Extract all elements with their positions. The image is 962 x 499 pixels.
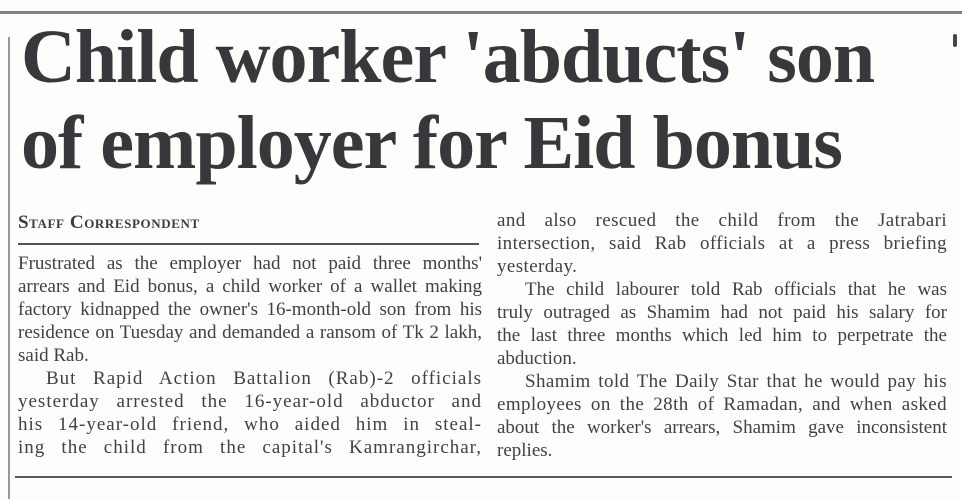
paragraph — [497, 278, 947, 370]
article-headline — [21, 14, 962, 186]
body-line: arrears and Eid bonus, a child worker of a wallet making — [18, 276, 482, 297]
body-line: employees on the 28th of Ramadan, and when asked — [497, 394, 947, 415]
body-line: about the worker's arrears, Shamim gave inconsistent — [497, 417, 947, 438]
body-line: residence on Tuesday and demanded a ransom of Tk 2 lakh, — [18, 322, 482, 343]
body-line: his 14-year-old friend, who aided him in steal- — [18, 414, 482, 435]
left-column-rule — [8, 37, 10, 499]
bottom-divider-rule — [15, 476, 952, 478]
paragraph — [18, 252, 482, 367]
body-line: abduction. — [497, 348, 577, 369]
paragraph — [497, 209, 947, 278]
body-line: said Rab. — [18, 345, 89, 366]
article-column-right — [497, 209, 947, 462]
body-line: truly outraged as Shamim had not paid his salary for — [497, 302, 947, 323]
paragraph — [497, 370, 947, 462]
body-line: ing the child from the capital's Kamrangirchar, — [18, 437, 482, 458]
body-line: The child labourer told Rab officials that he was — [525, 279, 947, 300]
body-line: But Rapid Action Battalion (Rab)-2 officials — [46, 368, 482, 389]
byline-divider-rule — [18, 243, 479, 245]
body-line: the last three months which led him to perpetrate the — [497, 325, 947, 346]
body-line: replies. — [497, 440, 553, 461]
headline-line-1: Child worker 'abducts' son — [21, 15, 875, 99]
body-line: yesterday arrested the 16-year-old abductor and — [18, 391, 482, 412]
headline-line-2: of employer for Eid bonus — [21, 101, 842, 185]
paragraph — [18, 367, 482, 459]
body-line: intersection, said Rab officials at a press briefing — [497, 233, 947, 254]
byline: Staff Correspondent — [18, 212, 200, 233]
body-line: Shamim told The Daily Star that he would pay his — [525, 371, 947, 392]
body-line: and also rescued the child from the Jatrabari — [497, 210, 947, 231]
body-line: factory kidnapped the owner's 16-month-old son from his — [18, 299, 482, 320]
body-line: Frustrated as the employer had not paid three months' — [18, 253, 482, 274]
article-column-left — [18, 252, 482, 459]
body-line: yesterday. — [497, 256, 578, 277]
